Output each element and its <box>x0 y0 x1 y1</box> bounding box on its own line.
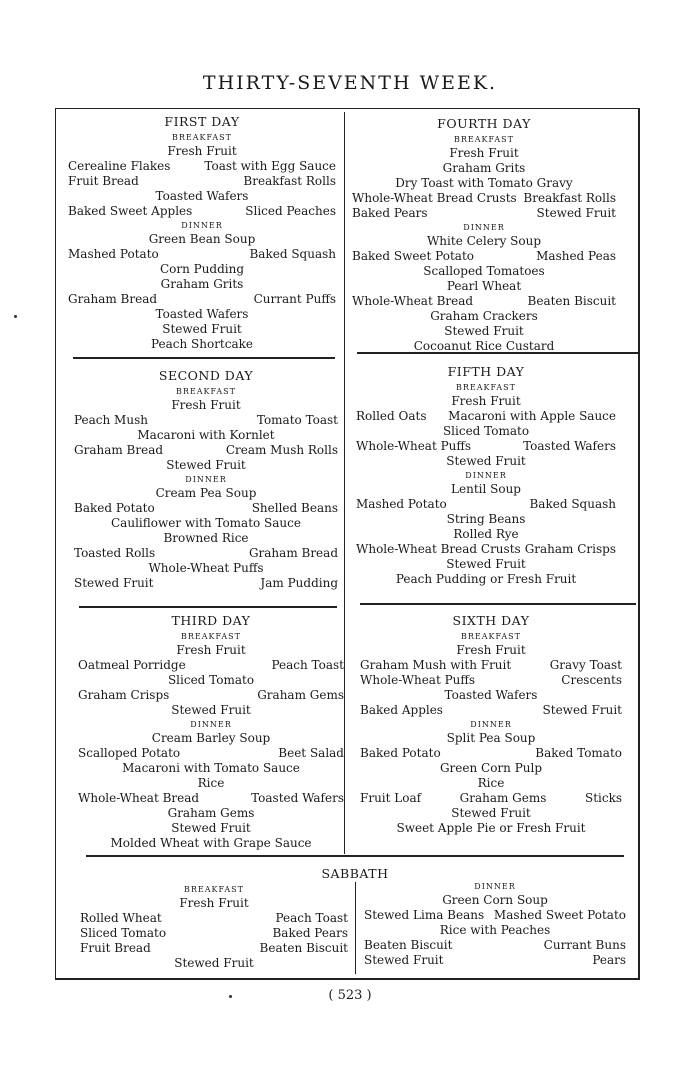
menu-item-beaten-biscuit: Beaten Biscuit <box>527 294 616 308</box>
menu-item-whole-wheat-bread: Whole-Wheat Bread <box>78 791 200 805</box>
menu-item-graham-crisps: Graham Crisps <box>78 688 170 702</box>
menu-item-currant-buns: Currant Buns <box>543 938 626 952</box>
menu-row <box>78 836 344 851</box>
menu-item-peach-toast: Peach Toast <box>275 911 348 925</box>
menu-item-beaten-biscuit: Beaten Biscuit <box>259 941 348 955</box>
menu-row <box>78 731 344 746</box>
fourth-day-menu <box>352 116 616 354</box>
menu-item-browned-rice: Browned Rice <box>163 531 249 545</box>
menu-row <box>360 673 622 688</box>
first-day-menu <box>68 114 336 352</box>
menu-item-cream-barley-soup: Cream Barley Soup <box>151 731 271 745</box>
menu-item-tomato-toast: Tomato Toast <box>256 413 338 427</box>
menu-row <box>78 658 344 673</box>
dinner-label: DINNER <box>190 720 232 729</box>
menu-row <box>352 206 616 221</box>
menu-item-peach-mush: Peach Mush <box>74 413 148 427</box>
menu-item-corn-pudding: Corn Pudding <box>159 262 245 276</box>
menu-row <box>360 658 622 673</box>
menu-item-sliced-tomato: Sliced Tomato <box>80 926 167 940</box>
menu-item-green-corn-pulp: Green Corn Pulp <box>439 761 543 775</box>
menu-row <box>364 908 626 923</box>
menu-row <box>356 527 616 542</box>
menu-row <box>356 482 616 497</box>
menu-row <box>78 806 344 821</box>
menu-row <box>360 688 622 703</box>
menu-item-graham-grits: Graham Grits <box>160 277 244 291</box>
menu-item-sliced-tomato: Sliced Tomato <box>167 673 255 687</box>
ink-speck <box>229 995 232 998</box>
menu-item-fresh-fruit: Fresh Fruit <box>171 398 241 412</box>
menu-item-baked-tomato: Baked Tomato <box>535 746 622 760</box>
menu-row <box>74 413 338 428</box>
fifth-day-menu <box>356 364 616 587</box>
menu-item-sliced-tomato: Sliced Tomato <box>442 424 530 438</box>
menu-item-baked-apples: Baked Apples <box>360 703 443 717</box>
menu-item-baked-pears: Baked Pears <box>352 206 428 220</box>
menu-item-cream-mush-rolls: Cream Mush Rolls <box>225 443 338 457</box>
menu-item-green-corn-soup: Green Corn Soup <box>442 893 548 907</box>
menu-row <box>356 572 616 587</box>
menu-item-stewed-fruit: Stewed Fruit <box>451 806 531 820</box>
menu-item-sliced-peaches: Sliced Peaches <box>245 204 336 218</box>
day-heading: FIFTH DAY <box>447 364 525 379</box>
menu-row <box>74 576 338 591</box>
menu-row <box>74 531 338 546</box>
menu-row <box>352 249 616 264</box>
day-divider-right-2 <box>360 603 636 605</box>
menu-item-peach-shortcake: Peach Shortcake <box>150 337 254 351</box>
menu-row <box>68 247 336 262</box>
menu-item-pears: Pears <box>592 953 626 967</box>
menu-item-fresh-fruit: Fresh Fruit <box>449 146 519 160</box>
breakfast-label: BREAKFAST <box>176 387 236 396</box>
menu-item-stewed-fruit: Stewed Fruit <box>166 458 246 472</box>
menu-row <box>352 264 616 279</box>
menu-item-cocoanut-rice-custard: Cocoanut Rice Custard <box>413 339 555 353</box>
menu-item-whole-wheat-bread-crusts: Whole-Wheat Bread Crusts <box>356 542 521 556</box>
menu-item-fresh-fruit: Fresh Fruit <box>167 144 237 158</box>
menu-row <box>68 307 336 322</box>
menu-item-stewed-fruit: Stewed Fruit <box>364 953 444 967</box>
menu-item-graham-bread: Graham Bread <box>248 546 338 560</box>
menu-item-breakfast-rolls: Breakfast Rolls <box>523 191 616 205</box>
menu-item-whole-wheat-puffs: Whole-Wheat Puffs <box>360 673 476 687</box>
menu-item-whole-wheat-puffs: Whole-Wheat Puffs <box>148 561 264 575</box>
dinner-label: DINNER <box>465 471 507 480</box>
day-heading: THIRD DAY <box>171 613 251 628</box>
dinner-label: DINNER <box>470 720 512 729</box>
menu-row <box>352 309 616 324</box>
menu-item-baked-potato: Baked Potato <box>360 746 441 760</box>
second-day-menu <box>74 368 338 591</box>
menu-item-gravy-toast: Gravy Toast <box>549 658 622 672</box>
menu-row <box>74 428 338 443</box>
menu-row <box>68 292 336 307</box>
menu-row <box>68 189 336 204</box>
menu-item-toasted-wafers: Toasted Wafers <box>251 791 344 805</box>
menu-item-stewed-fruit: Stewed Fruit <box>536 206 616 220</box>
menu-item-cerealine-flakes: Cerealine Flakes <box>68 159 171 173</box>
menu-row <box>364 923 626 938</box>
menu-item-rice: Rice <box>197 776 225 790</box>
menu-row <box>80 911 348 926</box>
menu-item-dry-toast-with-tomato-gravy: Dry Toast with Tomato Gravy <box>395 176 573 190</box>
menu-item-stewed-fruit: Stewed Fruit <box>446 454 526 468</box>
menu-item-fruit-loaf: Fruit Loaf <box>360 791 422 805</box>
menu-row <box>80 926 348 941</box>
column-divider <box>344 112 345 854</box>
menu-item-scalloped-tomatoes: Scalloped Tomatoes <box>423 264 545 278</box>
menu-row <box>352 161 616 176</box>
menu-item-green-bean-soup: Green Bean Soup <box>148 232 256 246</box>
menu-item-fruit-bread: Fruit Bread <box>80 941 151 955</box>
menu-item-whole-wheat-bread: Whole-Wheat Bread <box>352 294 474 308</box>
menu-row <box>74 516 338 531</box>
menu-row <box>68 159 336 174</box>
menu-row <box>360 806 622 821</box>
menu-item-split-pea-soup: Split Pea Soup <box>446 731 536 745</box>
sabbath-divider <box>86 855 624 857</box>
menu-row <box>352 324 616 339</box>
page-number: ( 523 ) <box>328 988 372 1003</box>
menu-row <box>356 454 616 469</box>
menu-row <box>356 394 616 409</box>
menu-row <box>78 703 344 718</box>
menu-row <box>364 893 626 908</box>
breakfast-label: BREAKFAST <box>172 133 232 142</box>
sixth-day-menu <box>360 613 622 836</box>
menu-item-graham-crisps: Graham Crisps <box>524 542 616 556</box>
menu-item-baked-squash: Baked Squash <box>249 247 336 261</box>
menu-item-stewed-fruit: Stewed Fruit <box>162 322 242 336</box>
menu-item-beet-salad: Beet Salad <box>278 746 344 760</box>
menu-row <box>352 339 616 354</box>
menu-row <box>80 956 348 971</box>
menu-item-graham-gems: Graham Gems <box>167 806 255 820</box>
menu-item-scalloped-potato: Scalloped Potato <box>78 746 181 760</box>
menu-item-rolled-rye: Rolled Rye <box>453 527 519 541</box>
sabbath-heading: SABBATH <box>321 866 389 881</box>
menu-row <box>352 294 616 309</box>
menu-item-graham-grits: Graham Grits <box>442 161 526 175</box>
menu-row <box>78 673 344 688</box>
menu-item-pearl-wheat: Pearl Wheat <box>446 279 522 293</box>
third-day-menu <box>78 613 344 851</box>
menu-row <box>80 941 348 956</box>
menu-item-baked-pears: Baked Pears <box>272 926 348 940</box>
menu-row <box>80 896 348 911</box>
menu-item-graham-gems: Graham Gems <box>257 688 344 702</box>
menu-item-mashed-potato: Mashed Potato <box>68 247 159 261</box>
menu-item-shelled-beans: Shelled Beans <box>251 501 338 515</box>
menu-row <box>68 277 336 292</box>
dinner-label: DINNER <box>181 221 223 230</box>
menu-item-baked-sweet-potato: Baked Sweet Potato <box>352 249 475 263</box>
menu-item-sticks: Sticks <box>584 791 622 805</box>
menu-row <box>74 501 338 516</box>
menu-item-stewed-fruit: Stewed Fruit <box>171 821 251 835</box>
menu-row <box>352 234 616 249</box>
menu-row <box>68 262 336 277</box>
sabbath-dinner-menu <box>364 880 626 968</box>
menu-item-mashed-peas: Mashed Peas <box>536 249 616 263</box>
day-heading: FOURTH DAY <box>437 116 531 131</box>
menu-item-stewed-fruit: Stewed Fruit <box>171 703 251 717</box>
menu-item-fresh-fruit: Fresh Fruit <box>179 896 249 910</box>
menu-item-toast-with-egg-sauce: Toast with Egg Sauce <box>204 159 336 173</box>
page-title: THIRTY-SEVENTH WEEK. <box>202 72 498 94</box>
menu-item-toasted-wafers: Toasted Wafers <box>155 189 249 203</box>
menu-row <box>74 443 338 458</box>
menu-row <box>352 191 616 206</box>
menu-item-sweet-apple-pie-or-fresh-fruit: Sweet Apple Pie or Fresh Fruit <box>396 821 586 835</box>
breakfast-label: BREAKFAST <box>181 632 241 641</box>
menu-item-stewed-fruit: Stewed Fruit <box>174 956 254 970</box>
menu-row <box>356 439 616 454</box>
breakfast-label: BREAKFAST <box>456 383 516 392</box>
menu-item-rolled-oats: Rolled Oats <box>356 409 427 423</box>
sabbath-column-divider <box>355 882 356 974</box>
menu-item-toasted-wafers: Toasted Wafers <box>155 307 249 321</box>
menu-item-breakfast-rolls: Breakfast Rolls <box>243 174 336 188</box>
menu-item-mashed-sweet-potato: Mashed Sweet Potato <box>493 908 626 922</box>
day-divider-left-1 <box>73 357 335 359</box>
menu-item-toasted-rolls: Toasted Rolls <box>74 546 156 560</box>
menu-row <box>78 776 344 791</box>
menu-row <box>356 424 616 439</box>
menu-row <box>360 761 622 776</box>
menu-row <box>360 776 622 791</box>
menu-row <box>74 458 338 473</box>
menu-row <box>352 279 616 294</box>
breakfast-label: BREAKFAST <box>454 135 514 144</box>
menu-item-graham-bread: Graham Bread <box>74 443 164 457</box>
sabbath-breakfast-menu <box>80 883 348 971</box>
menu-row <box>360 643 622 658</box>
menu-row <box>360 703 622 718</box>
menu-item-jam-pudding: Jam Pudding <box>260 576 338 590</box>
menu-row <box>364 938 626 953</box>
menu-item-stewed-fruit: Stewed Fruit <box>74 576 154 590</box>
menu-row <box>356 497 616 512</box>
menu-row <box>74 546 338 561</box>
menu-item-oatmeal-porridge: Oatmeal Porridge <box>78 658 186 672</box>
menu-row <box>360 746 622 761</box>
menu-row <box>356 409 616 424</box>
menu-item-molded-wheat-with-grape-sauce: Molded Wheat with Grape Sauce <box>110 836 312 850</box>
menu-row <box>68 337 336 352</box>
menu-item-graham-bread: Graham Bread <box>68 292 158 306</box>
menu-item-toasted-wafers: Toasted Wafers <box>523 439 616 453</box>
menu-row <box>78 821 344 836</box>
menu-item-peach-pudding-or-fresh-fruit: Peach Pudding or Fresh Fruit <box>395 572 577 586</box>
menu-item-graham-mush-with-fruit: Graham Mush with Fruit <box>360 658 512 672</box>
day-heading: SECOND DAY <box>158 368 254 383</box>
day-heading: FIRST DAY <box>164 114 240 129</box>
menu-item-macaroni-with-apple-sauce: Macaroni with Apple Sauce <box>448 409 616 423</box>
menu-row <box>74 486 338 501</box>
menu-item-rice-with-peaches: Rice with Peaches <box>439 923 551 937</box>
menu-row <box>78 746 344 761</box>
menu-row <box>360 791 622 806</box>
menu-row <box>74 398 338 413</box>
ink-speck <box>14 315 17 318</box>
menu-item-fresh-fruit: Fresh Fruit <box>451 394 521 408</box>
menu-row <box>78 791 344 806</box>
menu-item-whole-wheat-puffs: Whole-Wheat Puffs <box>356 439 472 453</box>
dinner-label: DINNER <box>463 223 505 232</box>
menu-item-string-beans: String Beans <box>446 512 526 526</box>
menu-row <box>364 953 626 968</box>
day-heading: SIXTH DAY <box>452 613 530 628</box>
menu-row <box>74 561 338 576</box>
menu-row <box>68 174 336 189</box>
menu-row <box>356 542 616 557</box>
menu-item-fresh-fruit: Fresh Fruit <box>176 643 246 657</box>
menu-row <box>356 512 616 527</box>
menu-item-crescents: Crescents <box>561 673 622 687</box>
menu-item-baked-potato: Baked Potato <box>74 501 155 515</box>
menu-row <box>68 232 336 247</box>
breakfast-label: BREAKFAST <box>184 885 244 894</box>
menu-item-macaroni-with-tomato-sauce: Macaroni with Tomato Sauce <box>122 761 300 775</box>
menu-item-rolled-wheat: Rolled Wheat <box>80 911 162 925</box>
menu-item-stewed-fruit: Stewed Fruit <box>446 557 526 571</box>
menu-row <box>68 144 336 159</box>
menu-item-graham-gems: Graham Gems <box>459 791 547 805</box>
menu-item-graham-crackers: Graham Crackers <box>430 309 538 323</box>
menu-row <box>360 731 622 746</box>
menu-row <box>360 821 622 836</box>
menu-item-cream-pea-soup: Cream Pea Soup <box>155 486 257 500</box>
menu-item-currant-puffs: Currant Puffs <box>253 292 336 306</box>
menu-item-stewed-fruit: Stewed Fruit <box>542 703 622 717</box>
menu-item-macaroni-with-kornlet: Macaroni with Kornlet <box>137 428 275 442</box>
menu-item-stewed-lima-beans: Stewed Lima Beans <box>364 908 485 922</box>
menu-item-peach-toast: Peach Toast <box>271 658 344 672</box>
menu-row <box>78 761 344 776</box>
menu-item-white-celery-soup: White Celery Soup <box>426 234 542 248</box>
menu-item-lentil-soup: Lentil Soup <box>451 482 521 496</box>
menu-row <box>68 204 336 219</box>
dinner-label: DINNER <box>185 475 227 484</box>
menu-item-stewed-fruit: Stewed Fruit <box>444 324 524 338</box>
menu-item-beaten-biscuit: Beaten Biscuit <box>364 938 453 952</box>
menu-item-toasted-wafers: Toasted Wafers <box>444 688 538 702</box>
menu-item-rice: Rice <box>477 776 505 790</box>
menu-item-baked-sweet-apples: Baked Sweet Apples <box>68 204 193 218</box>
day-divider-left-2 <box>79 606 337 608</box>
menu-item-whole-wheat-bread-crusts: Whole-Wheat Bread Crusts <box>352 191 517 205</box>
breakfast-label: BREAKFAST <box>461 632 521 641</box>
menu-item-fresh-fruit: Fresh Fruit <box>456 643 526 657</box>
menu-item-fruit-bread: Fruit Bread <box>68 174 139 188</box>
menu-row <box>356 557 616 572</box>
menu-row <box>352 176 616 191</box>
menu-row <box>78 688 344 703</box>
menu-item-cauliflower-with-tomato-sauce: Cauliflower with Tomato Sauce <box>111 516 301 530</box>
menu-row <box>68 322 336 337</box>
menu-item-baked-squash: Baked Squash <box>529 497 616 511</box>
dinner-label: DINNER <box>474 882 516 891</box>
menu-item-mashed-potato: Mashed Potato <box>356 497 447 511</box>
menu-row <box>78 643 344 658</box>
menu-row <box>352 146 616 161</box>
